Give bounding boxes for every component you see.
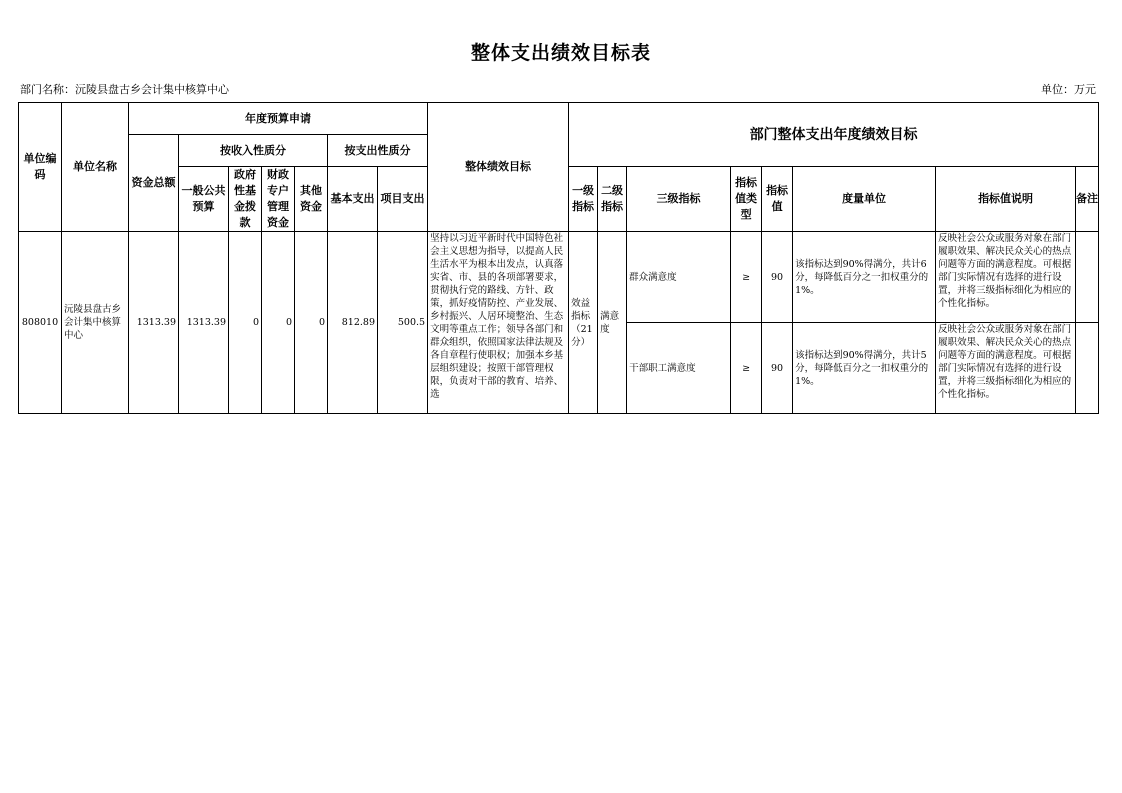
header-level2: 二级指标 [598, 167, 627, 232]
header-special-fund: 财政专户管理资金 [262, 167, 295, 232]
cell-explain-2: 反映社会公众或服务对象在部门履职效果、解决民众关心的热点问题等方面的满意程度。可根据部门实际情况有选择的进行设置，并将三级指标细化为相应的个性化指标。 [938, 324, 1072, 400]
cell-level1: 效益指标（21分） [569, 232, 598, 414]
header-by-expense: 按支出性质分 [328, 135, 428, 167]
header-gov-fund: 政府性基金拨款 [229, 167, 262, 232]
header-other-fund: 其他资金 [295, 167, 328, 232]
cell-measure-2: 该指标达到90%得满分，共计5分，每降低百分之一扣权重分的1%。 [793, 323, 936, 414]
cell-type-2: ≥ [731, 323, 762, 414]
header-total-funds: 资金总额 [129, 135, 179, 232]
cell-level2: 满意度 [598, 232, 627, 414]
header-measure: 度量单位 [793, 167, 936, 232]
header-by-income: 按收入性质分 [179, 135, 328, 167]
cell-basic-expense: 812.89 [328, 232, 378, 414]
cell-gov-fund: 0 [229, 232, 262, 414]
header-project-expense: 项目支出 [378, 167, 428, 232]
cell-unit-code: 808010 [19, 232, 62, 414]
cell-other-fund: 0 [295, 232, 328, 414]
header-level1: 一级指标 [569, 167, 598, 232]
header-unit-name: 单位名称 [62, 103, 129, 232]
cell-overall-goal: 坚持以习近平新时代中国特色社会主义思想为指导，以提高人民生活水平为根本出发点，认真落实省、市、县的各项部署要求，贯彻执行党的路线、方针、政策，抓好疫情防控、产业发展、乡村振兴、人居环境整治、生态文明等重点工作；领导各部门和群众组织，依照国家法律法规及各自章程行使职权；加强本乡基层组织建设；按照干部管理权限，负责对干部的教育、培养、选 [430, 233, 564, 400]
cell-explain-1: 反映社会公众或服务对象在部门履职效果、解决民众关心的热点问题等方面的满意程度。可根据部门实际情况有选择的进行设置，并将三级指标细化为相应的个性化指标。 [938, 233, 1072, 309]
cell-value-2: 90 [762, 323, 793, 414]
cell-general-budget: 1313.39 [179, 232, 229, 414]
cell-unit-name: 沅陵县盘古乡会计集中核算中心 [62, 232, 129, 414]
performance-table [18, 102, 1099, 414]
header-explain: 指标值说明 [936, 167, 1076, 232]
header-value-type: 指标值类型 [731, 167, 762, 232]
cell-value-1: 90 [762, 232, 793, 323]
header-overall-goal: 整体绩效目标 [428, 103, 569, 232]
header-annual-budget: 年度预算申请 [129, 103, 428, 135]
header-general-budget: 一般公共预算 [179, 167, 229, 232]
department-name: 部门名称：沅陵县盘古乡会计集中核算中心 [20, 83, 229, 96]
cell-type-1: ≥ [731, 232, 762, 323]
cell-level3-1: 群众满意度 [627, 232, 731, 323]
page-title: 整体支出绩效目标表 [470, 42, 651, 64]
header-unit-code: 单位编码 [19, 103, 62, 232]
cell-total-funds: 1313.39 [129, 232, 179, 414]
cell-measure-1: 该指标达到90%得满分，共计6分，每降低百分之一扣权重分的1%。 [793, 232, 936, 323]
header-level3: 三级指标 [627, 167, 731, 232]
header-basic-expense: 基本支出 [328, 167, 378, 232]
header-value: 指标值 [762, 167, 793, 232]
currency-unit: 单位：万元 [1041, 83, 1096, 96]
header-dept-goal: 部门整体支出年度绩效目标 [569, 103, 1099, 167]
cell-special-fund: 0 [262, 232, 295, 414]
cell-remark-1 [1076, 232, 1099, 323]
cell-level3-2: 干部职工满意度 [627, 323, 731, 414]
cell-project-expense: 500.5 [378, 232, 428, 414]
header-remark: 备注 [1076, 167, 1099, 232]
cell-remark-2 [1076, 323, 1099, 414]
